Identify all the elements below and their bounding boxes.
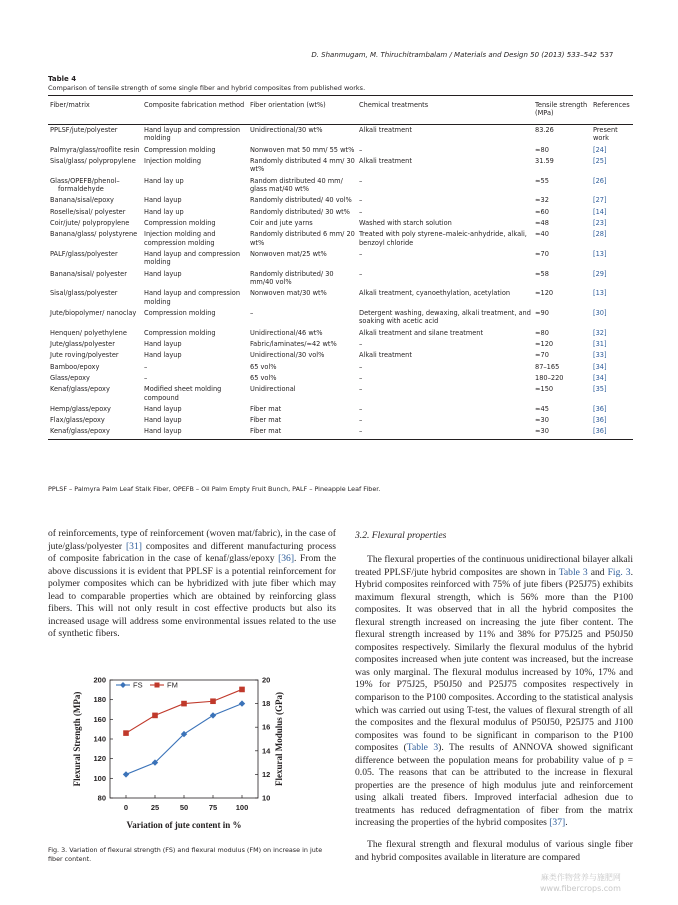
x-tick-label: 25 (150, 803, 160, 812)
cell-fabrication: Hand lay up (144, 176, 184, 185)
col-header-references: References (591, 98, 633, 124)
cell-fabrication: Hand layup (144, 404, 182, 413)
cell-treatments: Detergent washing, dewaxing, alkali treatment, and soaking with acetic acid (359, 308, 531, 326)
y-tick-label: 160 (93, 714, 106, 724)
x-tick-label: 75 (208, 803, 218, 812)
cell-treatments: Alkali treatment (359, 351, 412, 360)
figure-caption: Fig. 3. Variation of flexural strength (FS) and flexural modulus (FM) on increase in jute fiber content. (48, 846, 323, 863)
cell-reference[interactable]: [32] (593, 328, 607, 337)
table-header-row (48, 98, 633, 124)
cell-orientation: 65 vol% (250, 362, 277, 371)
cell-fiber-matrix: Banana/glass/ polystyrene (50, 230, 138, 239)
cell-fiber-matrix: Glass/OPEFB/phenol–formaldehyde (50, 176, 120, 193)
cell-fabrication: Compression molding (144, 308, 216, 317)
cell-fiber-matrix: Roselle/sisal/ polyester (50, 207, 126, 216)
cell-tensile: ≈48 (535, 218, 549, 227)
cell-fabrication: – (144, 373, 148, 382)
cell-tensile: ≈32 (535, 196, 549, 205)
table-row (48, 249, 633, 269)
cell-treatments: – (359, 362, 363, 371)
table-row (48, 145, 633, 156)
cell-orientation: Coir and jute yarns (250, 218, 313, 227)
table-label: Table 4 (48, 75, 77, 83)
cell-tensile: ≈58 (535, 269, 549, 278)
cell-fabrication: Hand lay up (144, 207, 184, 216)
citation-link[interactable]: Table 3 (558, 566, 588, 578)
cell-orientation: Unidirectional/30 vol% (250, 351, 325, 360)
cell-reference[interactable]: [13] (593, 249, 607, 258)
comparison-table (48, 98, 633, 440)
cell-reference[interactable]: [36] (593, 416, 607, 425)
data-point-fm (181, 701, 187, 707)
col-header-fabrication: Composite fabrication method (142, 98, 248, 124)
cell-fabrication: Hand layup (144, 416, 182, 425)
body-paragraph-flexural (355, 554, 633, 830)
text-run: . (565, 817, 568, 829)
cell-tensile: ≈70 (535, 249, 549, 258)
cell-treatments: Treated with poly styrene–maleic-anhydride, alkali, benzoyl chloride (359, 230, 527, 247)
cell-treatments: – (359, 404, 363, 413)
cell-orientation: Unidirectional/30 wt% (250, 125, 323, 134)
cell-reference[interactable]: [29] (593, 269, 607, 278)
cell-reference[interactable]: [30] (593, 308, 607, 317)
cell-tensile: ≈30 (533, 426, 591, 439)
x-tick-label: 100 (235, 803, 249, 812)
data-point-fm (239, 687, 245, 693)
y-tick-label: 140 (93, 734, 106, 744)
cell-treatments: – (359, 145, 363, 154)
cell-fiber-matrix: Coir/jute/ polypropylene (50, 218, 130, 227)
plot-frame (110, 680, 258, 798)
cell-reference[interactable]: [28] (593, 230, 607, 239)
cell-orientation: Random distributed 40 mm/ glass mat/40 wt% (250, 176, 343, 193)
cell-tensile: ≈60 (535, 207, 549, 216)
data-point-fm (152, 713, 158, 719)
table-row (48, 384, 633, 404)
cell-fiber-matrix: Kenaf/glass/epoxy (48, 426, 142, 439)
table-row (48, 176, 633, 196)
cell-fabrication: Compression molding (144, 145, 216, 154)
cell-reference[interactable]: [33] (593, 351, 607, 360)
cell-orientation: 65 vol% (250, 373, 277, 382)
cell-treatments: – (359, 339, 363, 348)
cell-fiber-matrix: Hemp/glass/epoxy (50, 404, 111, 413)
cell-reference[interactable]: [24] (593, 145, 607, 154)
citation-link[interactable]: Table 3 (406, 742, 439, 754)
table-row (48, 426, 633, 439)
cell-reference[interactable]: [14] (593, 207, 607, 216)
cell-fabrication: Hand layup (142, 426, 248, 439)
cell-fabrication: Injection molding (144, 156, 202, 165)
table-row (48, 362, 633, 373)
cell-reference[interactable]: [31] (593, 339, 607, 348)
cell-fabrication: Modified sheet molding compound (144, 385, 222, 402)
cell-reference[interactable]: [34] (593, 373, 607, 382)
text-run: The flexural strength and flexural modulus of various single fiber and hybrid composites available in literature are compared (355, 839, 633, 863)
y-tick-label: 180 (93, 695, 106, 705)
y2-tick-label: 16 (262, 722, 271, 732)
cell-reference[interactable]: [36] (593, 404, 607, 413)
cell-reference[interactable]: [25] (593, 156, 607, 165)
data-point-fm (123, 730, 129, 736)
cell-fabrication: Hand layup and compression molding (144, 249, 241, 267)
cell-treatments: – (357, 426, 533, 439)
y-tick-label: 200 (93, 675, 106, 685)
table-row (48, 269, 633, 289)
text-run: . From the above discussions it is evident that PPLSF is a potential reinforcement for polymer composites which can be hybridized with jute fiber which may lead to comparable properties which are obtained by reinforcing glass fibers. This will not only result in cost effective products but also its increased usage will address some environmental issues related to the use of synthetic fibers. (48, 553, 336, 640)
cell-fabrication: – (144, 362, 148, 371)
cell-fiber-matrix: Sisal/glass/ polypropylene (50, 156, 136, 165)
table-row (48, 328, 633, 339)
data-point-fm (210, 698, 216, 704)
watermark (540, 872, 621, 894)
cell-tensile: ≈55 (535, 176, 549, 185)
table-row (48, 415, 633, 426)
cell-tensile: ≈150 (535, 385, 554, 394)
body-paragraph-comparison (355, 839, 633, 864)
text-run: composites and different manufacturing process of composite fabrication in the case of kenaf/glass/epoxy (48, 540, 336, 565)
cell-fabrication: Compression molding (144, 328, 216, 337)
y2-tick-label: 10 (262, 793, 271, 803)
table-footnote: PPLSF – Palmyra Palm Leaf Stalk Fiber, OPEFB – Oil Palm Empty Fruit Bunch, PALF – Pineapple Leaf Fiber. (48, 485, 381, 493)
data-point-fs (210, 712, 216, 718)
cell-fiber-matrix: Flax/glass/epoxy (50, 416, 105, 425)
cell-tensile: ≈120 (535, 339, 554, 348)
y2-tick-label: 18 (262, 699, 271, 709)
cell-fiber-matrix: Henquen/ polyethylene (50, 328, 127, 337)
x-tick-label: 50 (179, 803, 189, 812)
cell-treatments: – (359, 176, 363, 185)
data-point-fs (239, 700, 245, 706)
table-row (48, 207, 633, 218)
cell-treatments: Alkali treatment and silane treatment (359, 328, 484, 337)
cell-fabrication: Hand layup and compression molding (144, 289, 241, 306)
watermark-line-1: 麻类作物营养与施肥网 (540, 873, 621, 882)
cell-tensile: 180–220 (535, 373, 564, 382)
watermark-line-2: www.fibercrops.com (540, 884, 621, 893)
cell-treatments: Alkali treatment (359, 156, 412, 165)
text-run: . Hybrid composites reinforced with 75% of jute fibers (P25J75) exhibits maximum flexural strength, which is 56% more than the P100 composites. It was observed that in all the hybrid composites the flexural strength increased on increasing the jute fiber content. The flexural strength increased by 11% and 38% for P75J25 and P50J50 composites respectively. Similarly the flexural modulus of the hybrid composites increased when jute content was increased, but the increase was only marginal. The flexural modulus increased by 10%, 17% and 19% for P75J25, P50J50 and P25J75 composites respectively in comparison to the P100 composites. According to the statistical analysis which was carried out using T-test, the values of flexural strength of all the composites and the flexural modulus of P50J50, P25J75 and J100 composites was found to be significant in comparison to the P100 composites ( (355, 566, 633, 754)
cell-orientation: – (250, 308, 254, 317)
cell-fabrication: Hand layup (144, 351, 182, 360)
table-row (48, 373, 633, 384)
cell-treatments: Alkali treatment, cyanoethylation, acetylation (359, 289, 511, 298)
cell-orientation: Unidirectional/46 wt% (250, 328, 323, 337)
table-top-rule (48, 95, 633, 96)
cell-orientation: Nonwoven mat/30 wt% (250, 289, 327, 298)
cell-tensile: ≈45 (535, 404, 549, 413)
cell-treatments: – (359, 385, 363, 394)
cell-tensile: ≈70 (535, 351, 549, 360)
x-axis-label: Variation of jute content in % (126, 820, 242, 830)
cell-fiber-matrix: PALF/glass/polyester (50, 249, 118, 258)
y-tick-label: 120 (93, 754, 106, 764)
cell-orientation: Randomly distributed/ 40 vol% (250, 196, 352, 205)
citation-link[interactable]: [37] (549, 817, 566, 829)
text-run: The flexural properties of the continuous unidirectional bilayer alkali treated PPLSF/jute hybrid composites are shown in (355, 554, 633, 578)
cell-tensile: ≈120 (535, 289, 554, 298)
cell-reference[interactable]: [36] (591, 426, 633, 439)
cell-treatments: – (359, 249, 363, 258)
x-tick-label: 0 (123, 803, 129, 812)
cell-tensile: ≈80 (535, 328, 549, 337)
cell-tensile: ≈80 (535, 145, 549, 154)
table-row (48, 124, 633, 144)
cell-reference[interactable]: [13] (593, 289, 607, 298)
cell-orientation: Randomly distributed/ 30 mm/40 vol% (250, 269, 334, 286)
cell-fabrication: Injection molding and compression molding (144, 230, 216, 247)
cell-orientation: Randomly distributed/ 30 wt% (250, 207, 350, 216)
cell-reference[interactable]: [27] (593, 196, 607, 205)
cell-reference[interactable]: [23] (593, 218, 607, 227)
legend-label-fm: FM (167, 680, 178, 690)
text-run: ). The results of ANNOVA showed significant difference between the population means for probability value of p = 0.05. The reasons that can be attributed to the increase in flexural properties are the presence of high modulus jute and reinforcement using alkali treated fibers. Improved interfacial adhesion due to treatments has reduced defragmentation of fiber from the matrix increasing the properties of the hybrid composites (355, 742, 633, 829)
cell-treatments: Alkali treatment (359, 125, 412, 134)
cell-orientation: Unidirectional (250, 385, 296, 394)
cell-orientation: Nonwoven mat 50 mm/ 55 wt% (250, 145, 355, 154)
cell-treatments: – (359, 373, 363, 382)
col-header-fiber-matrix: Fiber/matrix (48, 98, 142, 124)
running-header: D. Shanmugam, M. Thiruchitrambalam / Materials and Design 50 (2013) 533–542 (311, 51, 597, 59)
page-number: 537 (600, 51, 614, 59)
legend-marker-fs (120, 682, 126, 688)
cell-fiber-matrix: Palmyra/glass/rooflite resin (50, 145, 140, 154)
table-row (48, 350, 633, 361)
cell-fiber-matrix: Bamboo/epoxy (50, 362, 100, 371)
cell-fiber-matrix: Sisal/glass/polyester (50, 289, 118, 298)
y-tick-label: 80 (97, 793, 106, 803)
section-heading: 3.2. Flexural properties (355, 530, 447, 541)
text-run: and (587, 566, 608, 578)
cell-fiber-matrix: Glass/epoxy (50, 373, 90, 382)
citation-link[interactable]: [36] (278, 553, 295, 565)
cell-orientation: Fiber mat (248, 426, 357, 439)
flexural-chart (60, 668, 335, 838)
cell-tensile: 83.26 (535, 125, 554, 134)
cell-tensile: 87–165 (535, 362, 560, 371)
cell-fabrication: Hand layup (144, 269, 182, 278)
cell-fiber-matrix: Jute/glass/polyester (50, 339, 115, 348)
cell-fabrication: Compression molding (144, 218, 216, 227)
cell-fiber-matrix: PPLSF/jute/polyester (50, 125, 118, 134)
cell-fiber-matrix: Kenaf/glass/epoxy (50, 385, 110, 394)
data-point-fs (123, 771, 129, 777)
cell-orientation: Randomly distributed 4 mm/ 30 wt% (250, 156, 355, 174)
table-row (48, 218, 633, 229)
cell-reference[interactable]: [26] (593, 176, 607, 185)
table-row (48, 404, 633, 415)
cell-treatments: – (359, 207, 363, 216)
cell-treatments: – (359, 196, 363, 205)
cell-fiber-matrix: Banana/sisal/ polyester (50, 269, 127, 278)
table-row (48, 339, 633, 350)
cell-fabrication: Hand layup and compression molding (144, 125, 241, 143)
cell-fabrication: Hand layup (144, 339, 182, 348)
cell-fiber-matrix: Jute roving/polyester (50, 351, 119, 360)
cell-orientation: Fiber mat (250, 404, 282, 413)
col-header-treatments: Chemical treatments (357, 98, 533, 124)
legend-label-fs: FS (133, 680, 143, 690)
cell-fiber-matrix: Banana/sisal/epoxy (50, 196, 114, 205)
table-row (48, 288, 633, 308)
body-paragraph-left (48, 528, 336, 641)
cell-orientation: Fiber mat (250, 416, 282, 425)
text-run: of reinforcements, type of reinforcement (woven mat/fabric), in the case of jute/glass/polyester (48, 528, 336, 552)
col-header-orientation: Fiber orientation (wt%) (248, 98, 357, 124)
cell-reference: Present work (593, 125, 618, 143)
citation-link[interactable]: [31] (125, 540, 142, 552)
citation-link[interactable]: Fig. 3 (607, 566, 631, 578)
y-tick-label: 100 (93, 773, 106, 783)
cell-treatments: – (359, 416, 363, 425)
table-row (48, 308, 633, 328)
table-row (48, 195, 633, 206)
legend-marker-fm (155, 683, 160, 688)
y-axis-label: Flexural Strength (MPa) (72, 691, 82, 787)
cell-orientation: Randomly distributed 6 mm/ 20 wt% (250, 230, 355, 247)
cell-orientation: Nonwoven mat/25 wt% (250, 249, 327, 258)
cell-reference[interactable]: [35] (593, 385, 607, 394)
y2-tick-label: 12 (262, 769, 271, 779)
cell-tensile: 31.59 (535, 156, 554, 165)
series-line-fs (126, 704, 242, 775)
cell-orientation: Fabric/laminates/≈42 wt% (250, 339, 337, 348)
y2-tick-label: 14 (262, 746, 271, 756)
cell-reference[interactable]: [34] (593, 362, 607, 371)
y2-tick-label: 20 (262, 675, 271, 685)
y2-axis-label: Flexural Modulus (GPa) (274, 692, 284, 786)
table-caption: Comparison of tensile strength of some single fiber and hybrid composites from published works. (48, 84, 366, 92)
cell-tensile: ≈30 (535, 416, 549, 425)
table-row (48, 229, 633, 249)
cell-treatments: – (359, 269, 363, 278)
col-header-tensile: Tensile strength (MPa) (533, 98, 591, 124)
cell-fiber-matrix: Jute/biopolymer/ nanoclay (50, 308, 137, 317)
cell-tensile: ≈90 (535, 308, 549, 317)
cell-tensile: ≈40 (535, 230, 549, 239)
cell-fabrication: Hand layup (144, 196, 182, 205)
table-row (48, 156, 633, 176)
cell-treatments: Washed with starch solution (359, 218, 452, 227)
